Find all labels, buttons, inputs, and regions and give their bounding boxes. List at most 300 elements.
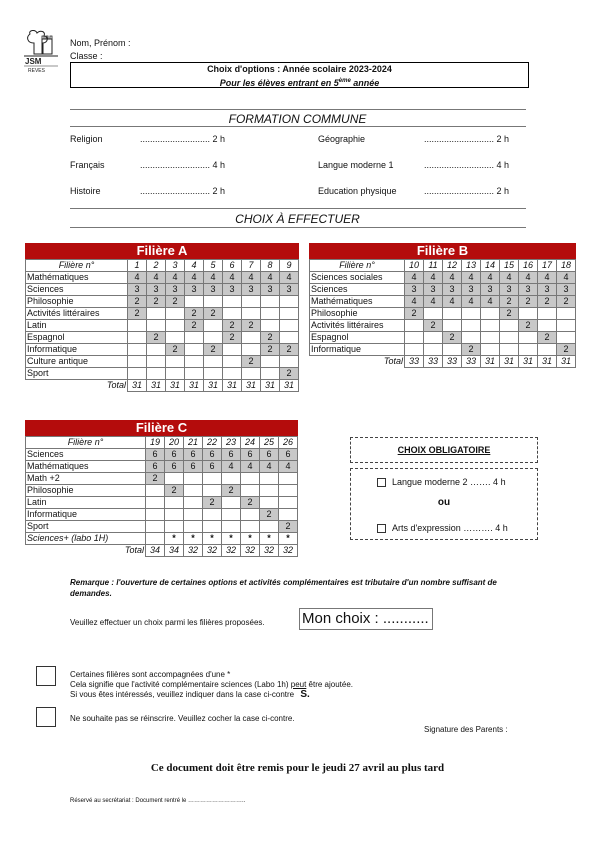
total-cell: 31 — [242, 380, 261, 392]
total-cell: 33 — [405, 356, 424, 368]
table-cell — [222, 473, 241, 485]
total-cell: 31 — [500, 356, 519, 368]
table-cell — [500, 320, 519, 332]
table-cell: 4 — [462, 272, 481, 284]
total-cell: 31 — [481, 356, 500, 368]
total-cell: 31 — [557, 356, 576, 368]
obligatoire-options-box — [350, 468, 538, 540]
filiere-number-label: Filière n° — [310, 260, 405, 272]
table-cell — [481, 332, 500, 344]
filiere-number: 22 — [203, 437, 222, 449]
total-cell: 31 — [185, 380, 204, 392]
table-row — [26, 533, 298, 545]
table-cell — [166, 320, 185, 332]
table-row — [26, 320, 299, 332]
filiere-c-title: Filière C — [25, 420, 298, 436]
table-cell — [462, 320, 481, 332]
filiere-number-label: Filière n° — [26, 437, 146, 449]
table-cell: 3 — [261, 284, 280, 296]
table-cell: 4 — [557, 272, 576, 284]
table-cell: 3 — [462, 284, 481, 296]
table-cell: 2 — [443, 332, 462, 344]
table-row — [26, 332, 299, 344]
ou-label: ou — [437, 497, 451, 508]
table-cell: 2 — [519, 320, 538, 332]
formation-left-0: Religion ............................ 2 h — [70, 134, 226, 144]
filiere-number: 15 — [500, 260, 519, 272]
table-row — [26, 356, 299, 368]
table-cell — [146, 509, 165, 521]
table-cell: 4 — [519, 272, 538, 284]
header-box — [70, 62, 529, 88]
total-cell: 32 — [222, 545, 241, 557]
table-cell: 4 — [279, 461, 298, 473]
table-cell — [223, 344, 242, 356]
table-cell — [280, 356, 299, 368]
table-cell — [146, 497, 165, 509]
total-row — [310, 356, 576, 368]
row-label: Espagnol — [310, 332, 405, 344]
table-cell — [203, 485, 222, 497]
table-cell — [128, 356, 147, 368]
total-row — [26, 380, 299, 392]
table-cell: 4 — [147, 272, 166, 284]
table-cell: 6 — [241, 449, 260, 461]
table-cell: 2 — [279, 521, 298, 533]
option-langue-moderne[interactable]: Langue moderne 2 ……. 4 h — [377, 477, 506, 487]
table-cell: 6 — [184, 449, 203, 461]
total-cell: 33 — [443, 356, 462, 368]
table-cell: 4 — [424, 272, 443, 284]
signature-label: Signature des Parents : — [424, 725, 508, 734]
total-cell: 32 — [203, 545, 222, 557]
divider — [70, 208, 526, 209]
table-cell — [166, 332, 185, 344]
checkbox-icon[interactable] — [377, 478, 386, 487]
table-cell — [280, 332, 299, 344]
table-row — [26, 509, 298, 521]
table-cell: 3 — [242, 284, 261, 296]
table-cell: 2 — [147, 296, 166, 308]
row-label: Sciences+ (labo 1H) — [26, 533, 146, 545]
row-label: Philosophie — [26, 296, 128, 308]
filiere-number: 25 — [260, 437, 279, 449]
table-row — [26, 473, 298, 485]
filiere-b-table — [309, 259, 576, 368]
table-cell — [241, 509, 260, 521]
table-cell: 6 — [146, 449, 165, 461]
table-cell — [242, 344, 261, 356]
table-cell: 4 — [443, 272, 462, 284]
header-row — [26, 260, 299, 272]
total-label: Total — [106, 380, 126, 391]
table-cell — [241, 521, 260, 533]
page-title: Choix d'options : Année scolaire 2023-2024 — [207, 64, 392, 74]
table-cell: 4 — [260, 461, 279, 473]
obligatoire-title-box — [350, 437, 538, 463]
table-cell — [241, 485, 260, 497]
table-cell: 2 — [128, 308, 147, 320]
filiere-number: 16 — [519, 260, 538, 272]
table-cell: 2 — [280, 344, 299, 356]
filiere-number: 19 — [146, 437, 165, 449]
filiere-a — [25, 243, 299, 392]
table-cell: * — [222, 533, 241, 545]
row-label: Sciences — [310, 284, 405, 296]
filiere-c-table — [25, 436, 298, 557]
total-cell: 32 — [184, 545, 203, 557]
table-cell — [128, 368, 147, 380]
table-cell: 2 — [185, 308, 204, 320]
filiere-number: 8 — [261, 260, 280, 272]
table-row — [310, 320, 576, 332]
option-arts-expression[interactable]: Arts d'expression ………. 4 h — [377, 523, 508, 533]
table-row — [26, 272, 299, 284]
table-cell: 2 — [519, 296, 538, 308]
formation-right-0: Géographie ............................ 2 h — [318, 134, 510, 144]
table-cell: 6 — [165, 461, 184, 473]
choix-prompt: Veuillez effectuer un choix parmi les filières proposées. — [70, 618, 265, 627]
total-cell: 33 — [424, 356, 443, 368]
table-cell: 4 — [166, 272, 185, 284]
table-cell — [185, 368, 204, 380]
table-cell: 4 — [481, 272, 500, 284]
formation-left-1: Français ............................ 4 h — [70, 160, 226, 170]
svg-text:REVES: REVES — [28, 68, 45, 74]
table-cell: 4 — [280, 272, 299, 284]
header-row — [310, 260, 576, 272]
table-cell — [204, 320, 223, 332]
table-cell: 4 — [128, 272, 147, 284]
divider — [70, 126, 526, 127]
table-cell — [146, 521, 165, 533]
table-cell: 6 — [203, 461, 222, 473]
table-cell — [184, 473, 203, 485]
table-cell: * — [241, 533, 260, 545]
total-cell: 31 — [204, 380, 223, 392]
table-cell — [261, 308, 280, 320]
table-row — [26, 368, 299, 380]
table-cell: 2 — [242, 320, 261, 332]
school-logo — [22, 30, 60, 74]
table-cell: * — [184, 533, 203, 545]
filiere-number: 1 — [128, 260, 147, 272]
table-row — [310, 284, 576, 296]
table-cell: 4 — [424, 296, 443, 308]
filiere-number: 26 — [279, 437, 298, 449]
table-cell: 4 — [242, 272, 261, 284]
table-cell: 4 — [538, 272, 557, 284]
table-cell — [166, 368, 185, 380]
table-cell: 2 — [538, 296, 557, 308]
row-label: Mathématiques — [310, 296, 405, 308]
table-cell — [204, 332, 223, 344]
filiere-number: 17 — [538, 260, 557, 272]
checkbox-icon[interactable] — [377, 524, 386, 533]
filiere-number: 18 — [557, 260, 576, 272]
table-cell: 4 — [443, 296, 462, 308]
table-row — [26, 296, 299, 308]
table-cell: 2 — [261, 344, 280, 356]
total-cell: 33 — [462, 356, 481, 368]
table-cell: 6 — [165, 449, 184, 461]
table-cell — [260, 521, 279, 533]
total-cell: 32 — [279, 545, 298, 557]
table-cell — [185, 356, 204, 368]
table-cell — [462, 332, 481, 344]
table-cell: 2 — [557, 344, 576, 356]
filiere-number: 23 — [222, 437, 241, 449]
table-cell — [147, 308, 166, 320]
filiere-number: 24 — [241, 437, 260, 449]
table-cell: 4 — [462, 296, 481, 308]
filiere-number: 5 — [204, 260, 223, 272]
filiere-number: 7 — [242, 260, 261, 272]
table-cell — [557, 332, 576, 344]
table-cell — [128, 320, 147, 332]
table-cell: 3 — [500, 284, 519, 296]
table-cell — [184, 521, 203, 533]
row-label: Espagnol — [26, 332, 128, 344]
reinscrire-checkbox[interactable] — [36, 707, 56, 727]
table-cell — [166, 356, 185, 368]
table-cell — [538, 344, 557, 356]
table-cell — [147, 320, 166, 332]
table-cell — [185, 344, 204, 356]
total-cell: 31 — [128, 380, 147, 392]
table-row — [26, 485, 298, 497]
table-cell: 4 — [204, 272, 223, 284]
table-cell: 4 — [500, 272, 519, 284]
table-cell: 3 — [481, 284, 500, 296]
table-cell: 6 — [203, 449, 222, 461]
table-cell — [261, 320, 280, 332]
table-cell — [280, 308, 299, 320]
row-label: Sciences — [26, 284, 128, 296]
table-cell: 3 — [405, 284, 424, 296]
table-cell: 2 — [462, 344, 481, 356]
table-cell: 4 — [222, 461, 241, 473]
table-row — [26, 521, 298, 533]
table-row — [26, 461, 298, 473]
row-label: Sciences sociales — [310, 272, 405, 284]
table-cell — [165, 521, 184, 533]
divider — [70, 227, 526, 228]
table-cell: 2 — [241, 497, 260, 509]
row-label: Activités littéraires — [310, 320, 405, 332]
table-cell: 3 — [538, 284, 557, 296]
row-label: Latin — [26, 320, 128, 332]
filiere-number: 2 — [147, 260, 166, 272]
table-cell: 4 — [405, 272, 424, 284]
table-cell — [166, 308, 185, 320]
table-cell — [184, 509, 203, 521]
table-cell: 2 — [500, 296, 519, 308]
table-cell: 2 — [204, 308, 223, 320]
table-cell — [222, 521, 241, 533]
table-row — [26, 308, 299, 320]
table-cell — [184, 497, 203, 509]
row-label: Philosophie — [310, 308, 405, 320]
classe-label: Classe : — [70, 51, 103, 61]
table-cell — [222, 509, 241, 521]
table-row — [310, 332, 576, 344]
table-cell — [481, 344, 500, 356]
table-cell: 6 — [260, 449, 279, 461]
remarque-text: Remarque : l'ouverture de certaines options et activités complémentaires est tributaire d'un nombre suffisant de demandes. — [70, 578, 497, 598]
filiere-a-title: Filière A — [25, 243, 299, 259]
table-cell — [538, 308, 557, 320]
table-cell — [261, 296, 280, 308]
header-row — [26, 437, 298, 449]
table-cell: * — [165, 533, 184, 545]
total-cell: 31 — [538, 356, 557, 368]
filiere-number: 6 — [223, 260, 242, 272]
table-cell — [260, 473, 279, 485]
table-cell: 3 — [424, 284, 443, 296]
table-cell — [538, 320, 557, 332]
obligatoire-title: CHOIX OBLIGATOIRE — [397, 445, 491, 455]
table-cell: 2 — [405, 308, 424, 320]
table-cell — [185, 332, 204, 344]
total-cell: 34 — [165, 545, 184, 557]
table-cell — [462, 308, 481, 320]
table-cell: 4 — [241, 461, 260, 473]
table-cell — [204, 356, 223, 368]
filiere-a-table — [25, 259, 299, 392]
table-row — [26, 284, 299, 296]
table-row — [310, 272, 576, 284]
table-cell: 4 — [405, 296, 424, 308]
page-subtitle: Pour les élèves entrant en 5ème année — [219, 78, 380, 88]
table-cell — [165, 509, 184, 521]
choix-title: CHOIX À EFFECTUER — [235, 212, 360, 226]
table-cell — [481, 320, 500, 332]
labo-checkbox[interactable] — [36, 666, 56, 686]
row-label: Sport — [26, 521, 146, 533]
row-label: Mathématiques — [26, 272, 128, 284]
table-cell: 2 — [280, 368, 299, 380]
table-cell — [203, 509, 222, 521]
filiere-c — [25, 420, 298, 557]
table-cell: 2 — [222, 485, 241, 497]
table-cell — [481, 308, 500, 320]
row-label: Sciences — [26, 449, 146, 461]
table-row — [26, 344, 299, 356]
table-cell — [242, 296, 261, 308]
filiere-number: 3 — [166, 260, 185, 272]
table-cell — [223, 308, 242, 320]
table-cell — [260, 497, 279, 509]
table-cell: 4 — [261, 272, 280, 284]
mon-choix-field[interactable]: Mon choix : ........... — [299, 608, 433, 630]
table-cell: 2 — [147, 332, 166, 344]
filiere-number: 13 — [462, 260, 481, 272]
row-label: Informatique — [310, 344, 405, 356]
nom-label: Nom, Prénom : — [70, 38, 131, 48]
divider — [70, 109, 526, 110]
total-cell: 31 — [166, 380, 185, 392]
table-cell — [500, 344, 519, 356]
table-cell — [424, 344, 443, 356]
table-cell — [222, 497, 241, 509]
table-cell — [405, 332, 424, 344]
table-cell: 3 — [147, 284, 166, 296]
table-cell — [279, 485, 298, 497]
labo-text: Certaines filières sont accompagnées d'une * Cela signifie que l'activité complémentaire sciences (Labo 1h) peut être ajoutée. Si vous êtes intéressés, veuillez indiquer dans la case ci-contre S. — [70, 670, 354, 700]
table-row — [26, 497, 298, 509]
row-label: Culture antique — [26, 356, 128, 368]
table-cell — [242, 308, 261, 320]
row-label: Informatique — [26, 344, 128, 356]
table-cell: 3 — [280, 284, 299, 296]
table-cell — [147, 356, 166, 368]
row-label: Math +2 — [26, 473, 146, 485]
row-label: Informatique — [26, 509, 146, 521]
table-cell — [242, 368, 261, 380]
table-cell: 2 — [260, 509, 279, 521]
total-cell: 31 — [519, 356, 538, 368]
total-label: Total — [383, 356, 403, 367]
table-cell: 6 — [279, 449, 298, 461]
table-cell — [165, 497, 184, 509]
row-label: Sport — [26, 368, 128, 380]
table-cell: 3 — [223, 284, 242, 296]
table-cell — [424, 308, 443, 320]
table-cell: 6 — [222, 449, 241, 461]
table-cell — [280, 296, 299, 308]
table-cell — [519, 332, 538, 344]
total-cell: 31 — [261, 380, 280, 392]
table-cell — [223, 368, 242, 380]
total-row — [26, 545, 298, 557]
table-cell — [519, 344, 538, 356]
table-cell: 3 — [519, 284, 538, 296]
table-cell: 2 — [538, 332, 557, 344]
filiere-number: 4 — [185, 260, 204, 272]
table-cell: 2 — [128, 296, 147, 308]
table-cell: 2 — [166, 344, 185, 356]
table-cell — [500, 332, 519, 344]
row-label: Philosophie — [26, 485, 146, 497]
table-cell: 2 — [204, 344, 223, 356]
filiere-number: 11 — [424, 260, 443, 272]
table-cell — [204, 296, 223, 308]
table-cell — [184, 485, 203, 497]
table-cell: 6 — [146, 461, 165, 473]
table-cell — [223, 356, 242, 368]
table-cell: * — [260, 533, 279, 545]
table-cell: 3 — [185, 284, 204, 296]
total-cell: 31 — [223, 380, 242, 392]
svg-text:JSM: JSM — [25, 57, 42, 66]
table-cell: 2 — [424, 320, 443, 332]
table-cell — [146, 485, 165, 497]
table-cell: 3 — [128, 284, 147, 296]
total-cell: 34 — [146, 545, 165, 557]
filiere-b — [309, 243, 576, 368]
table-cell — [260, 485, 279, 497]
table-cell: 2 — [557, 296, 576, 308]
table-cell — [424, 332, 443, 344]
table-cell — [443, 344, 462, 356]
filiere-number: 14 — [481, 260, 500, 272]
table-cell — [557, 320, 576, 332]
table-cell — [128, 332, 147, 344]
filiere-number: 9 — [280, 260, 299, 272]
table-row — [310, 308, 576, 320]
table-cell: * — [279, 533, 298, 545]
